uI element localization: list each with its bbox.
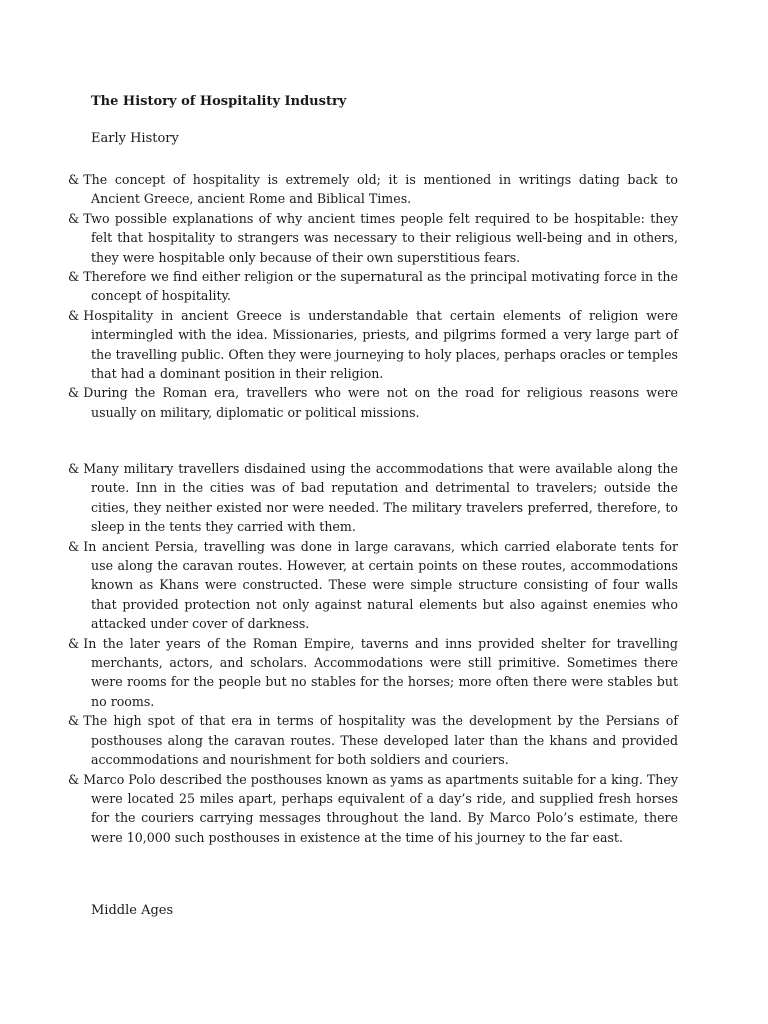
list-item [68, 170, 678, 209]
list-item [68, 537, 678, 634]
bullet-marker: & [68, 385, 80, 401]
list-item [68, 634, 678, 712]
list-item [68, 711, 678, 769]
bullet-marker: & [68, 307, 80, 323]
paragraph-text: Hospitality in ancient Greece is understandable that certain elements of religion were intermingled with the idea. Missionaries, priests, and pilgrims formed a very large part of the travelling public. Often they were journeying to holy places, perhaps oracles or temples that had a dominant position in their religion. [83, 307, 678, 382]
list-item [68, 770, 678, 848]
bullet-marker: & [68, 635, 80, 651]
bullet-marker: & [68, 269, 80, 285]
paragraph-text: The concept of hospitality is extremely old; it is mentioned in writings dating back to Ancient Greece, ancient Rome and Biblical Times. [83, 172, 678, 207]
bullet-marker: & [68, 538, 80, 554]
bullet-marker: & [68, 713, 80, 729]
list-item [68, 209, 678, 267]
list-item [68, 267, 678, 306]
paragraph-text: Two possible explanations of why ancient times people felt required to be hospitable: they felt that hospitality to strangers was necessary to their religious well-being and in others, they were hospitable only because of their own superstitious fears. [83, 210, 678, 265]
bullet-marker: & [68, 210, 80, 226]
section-heading-early-history: Early History [91, 131, 179, 146]
paragraph-text: Therefore we find either religion or the supernatural as the principal motivating force in the concept of hospitality. [83, 269, 678, 304]
list-item [68, 306, 678, 384]
paragraph-text: In ancient Persia, travelling was done in large caravans, which carried elaborate tents for use along the caravan routes. However, at certain points on these routes, accommodations known as Khans were constructed. These were simple structure consisting of four walls that provided protection not only against natural elements but also against enemies who attacked under cover of darkness. [83, 538, 678, 632]
paragraph-text: In the later years of the Roman Empire, taverns and inns provided shelter for travelling merchants, actors, and scholars. Accommodations were still primitive. Sometimes there were rooms for the people but no stables for the horses; more often there were stables but no rooms. [83, 635, 678, 709]
paragraph-text: Many military travellers disdained using the accommodations that were available along the route. Inn in the cities was of bad reputation and detrimental to travelers; outside the cities, they neither existed nor were needed. The military travelers preferred, therefore, to sleep in the tents they carried with them. [83, 461, 678, 535]
bullet-list-continued [68, 459, 678, 847]
section-heading-middle-ages: Middle Ages [91, 903, 174, 918]
document-title: The History of Hospitality Industry [91, 94, 347, 109]
bullet-marker: & [68, 771, 80, 787]
bullet-list-early-history [68, 170, 678, 422]
list-item [68, 459, 678, 537]
paragraph-text: The high spot of that era in terms of hospitality was the development by the Persians of posthouses along the caravan routes. These developed later than the khans and provided accommodations and nourishment for both soldiers and couriers. [83, 713, 678, 768]
bullet-marker: & [68, 461, 80, 476]
list-item [68, 383, 678, 422]
paragraph-text: Marco Polo described the posthouses known as yams as apartments suitable for a king. They were located 25 miles apart, perhaps equivalent of a day’s ride, and supplied fresh horses for the couriers carrying messages throughout the land. By Marco Polo’s estimate, there were 10,000 such posthouses in existence at the time of his journey to the far east. [83, 771, 678, 845]
paragraph-text: During the Roman era, travellers who were not on the road for religious reasons were usually on military, diplomatic or political missions. [83, 385, 678, 420]
bullet-marker: & [68, 172, 80, 187]
